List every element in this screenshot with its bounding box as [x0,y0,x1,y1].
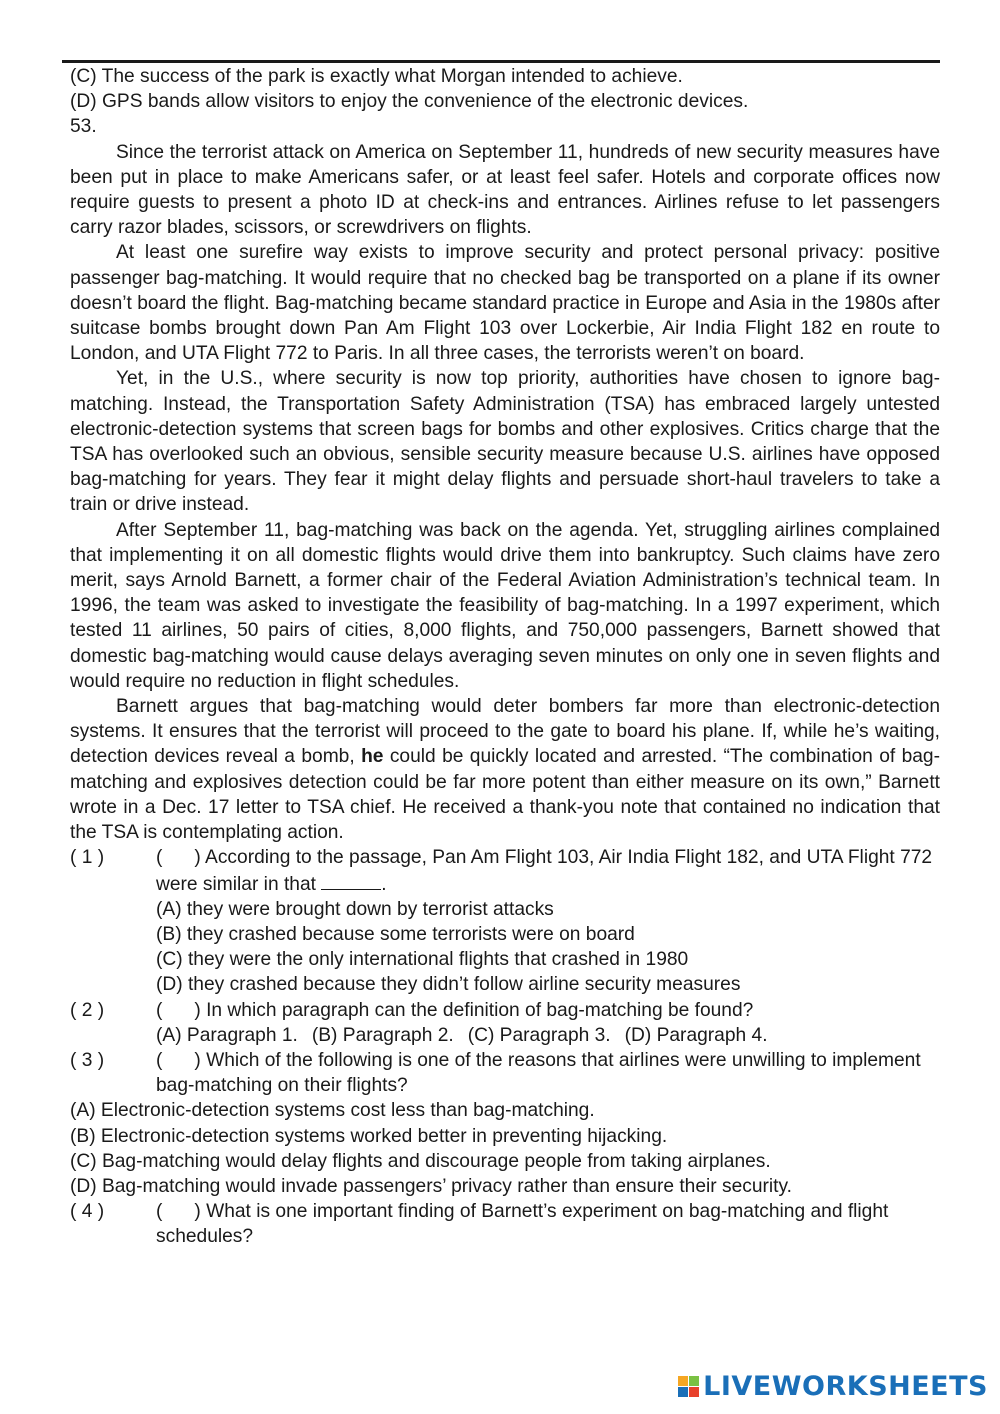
question-3 [70,1048,940,1098]
question-3-text: Which of the following is one of the reasons that airlines were unwilling to implement bag-matching on their flights? [156,1049,921,1097]
q2-option-a: (A) Paragraph 1. [156,1024,298,1046]
logo-square-3 [678,1387,688,1397]
q3-option-c: (C) Bag-matching would delay flights and discourage people from taking airplanes. [70,1150,771,1172]
q1-option-b: (B) they crashed because some terrorists were on board [156,923,635,945]
question-2 [70,998,940,1023]
question-1-number: ( 1 ) [70,847,105,869]
prev-option-d: (D) GPS bands allow visitors to enjoy the convenience of the electronic devices. [70,91,749,113]
prev-option-c: (C) The success of the park is exactly what Morgan intended to achieve. [70,66,683,87]
answer-box-1[interactable]: ( ) [156,847,201,869]
passage-paragraph-3: Yet, in the U.S., where security is now top priority, authorities have chosen to ignore bag-matching. Instead, the Transportation Safety Administration (TSA) has embraced largely untested electronic-detection systems that screen bags for bombs and other explosives. Critics charge that the TSA has overlooked such an obvious, sensible security measure because U.S. airlines have opposed bag-matching for years. They fear it might delay flights and persuade short-haul travelers to take a train or drive instead. [70,368,940,516]
logo-square-1 [678,1376,688,1386]
answer-box-4[interactable]: ( ) [156,1201,201,1223]
question-2-stem [156,998,940,1023]
q3-option-a: (A) Electronic-detection systems cost less than bag-matching. [70,1100,595,1122]
liveworksheets-logo [678,1371,988,1402]
worksheet-content [70,64,940,1250]
fill-blank [321,871,381,890]
logo-square-2 [689,1376,699,1386]
top-rule [62,60,940,63]
question-2-number: ( 2 ) [70,999,105,1021]
passage-paragraph-4: After September 11, bag-matching was back on the agenda. Yet, struggling airlines complained that implementing it on all domestic flights would drive them into bankruptcy. Such claims have zero merit, says Arnold Barnett, a former chair of the Federal Aviation Administration’s technical team. In 1996, the team was asked to investigate the feasibility of bag-matching. In a 1997 experiment, which tested 11 airlines, 50 pairs of cities, 8,000 flights, and 750,000 passengers, Barnett showed that domestic bag-matching would cause delays averaging seven minutes on only one in seven flights and would require no reduction in flight schedules. [70,519,940,692]
logo-square-4 [689,1387,699,1397]
q1-option-c: (C) they were the only international flights that crashed in 1980 [156,949,689,971]
question-number: 53. [70,116,97,138]
question-1-end: . [381,873,387,895]
logo-text: LIVEWORKSHEETS [703,1371,988,1402]
answer-box-2[interactable]: ( ) [156,999,201,1021]
question-2-text: In which paragraph can the definition of bag-matching be found? [200,999,754,1021]
question-3-stem [156,1048,940,1098]
para5-bold-word: he [361,746,384,768]
para5-text-a: Barnett argues that bag-matching would deter bombers far more than electronic-detection systems. It ensures that the terrorist will proceed to the gate to board his plane. If, while he’s waiting, detection devices reveal a bomb, [70,696,940,768]
q2-options [70,1023,940,1048]
liveworksheets-logo-icon [678,1376,699,1397]
question-1-stem [156,845,940,896]
q2-option-c: (C) Paragraph 3. [467,1024,611,1046]
passage-paragraph-5 [70,694,940,845]
question-4-stem [156,1199,940,1249]
para5-text-b: could be quickly located and arrested. “The combination of bag-matching and explosives detection could be far more potent than either measure on its own,” Barnett wrote in a Dec. 17 letter to TSA chief. He received a thank-you note that contained no indication that the TSA is contemplating action. [70,746,940,844]
question-4-number: ( 4 ) [70,1201,105,1223]
passage-paragraph-1: Since the terrorist attack on America on September 11, hundreds of new security measures have been put in place to make Americans safer, or at least feel safer. Hotels and corporate offices now require guests to present a photo ID at check-ins and entrances. Airlines refuse to let passengers carry razor blades, scissors, or screwdrivers on flights. [70,141,940,239]
q3-option-d: (D) Bag-matching would invade passengers’ privacy rather than ensure their security. [70,1175,793,1197]
question-3-number: ( 3 ) [70,1049,105,1071]
answer-box-3[interactable]: ( ) [156,1049,201,1071]
q2-option-b: (B) Paragraph 2. [311,1024,454,1046]
question-4 [70,1199,940,1249]
question-1 [70,845,940,896]
q1-option-a: (A) they were brought down by terrorist attacks [156,898,554,920]
q2-option-d: (D) Paragraph 4. [624,1024,768,1046]
question-4-text: What is one important finding of Barnett’s experiment on bag-matching and flight schedules? [156,1201,889,1248]
q3-option-b: (B) Electronic-detection systems worked better in preventing hijacking. [70,1125,668,1147]
q1-option-d: (D) they crashed because they didn’t follow airline security measures [156,974,741,996]
passage-paragraph-2: At least one surefire way exists to improve security and protect personal privacy: positive passenger bag-matching. It would require that no checked bag be transported on a plane if its owner doesn’t board the flight. Bag-matching became standard practice in Europe and Asia in the 1980s after suitcase bombs brought down Pan Am Flight 103 over Lockerbie, Air India Flight 182 en route to London, and UTA Flight 772 to Paris. In all three cases, the terrorists weren’t on board. [70,242,940,365]
question-1-text: According to the passage, Pan Am Flight 103, Air India Flight 182, and UTA Flight 772 were similar in that [156,847,933,895]
